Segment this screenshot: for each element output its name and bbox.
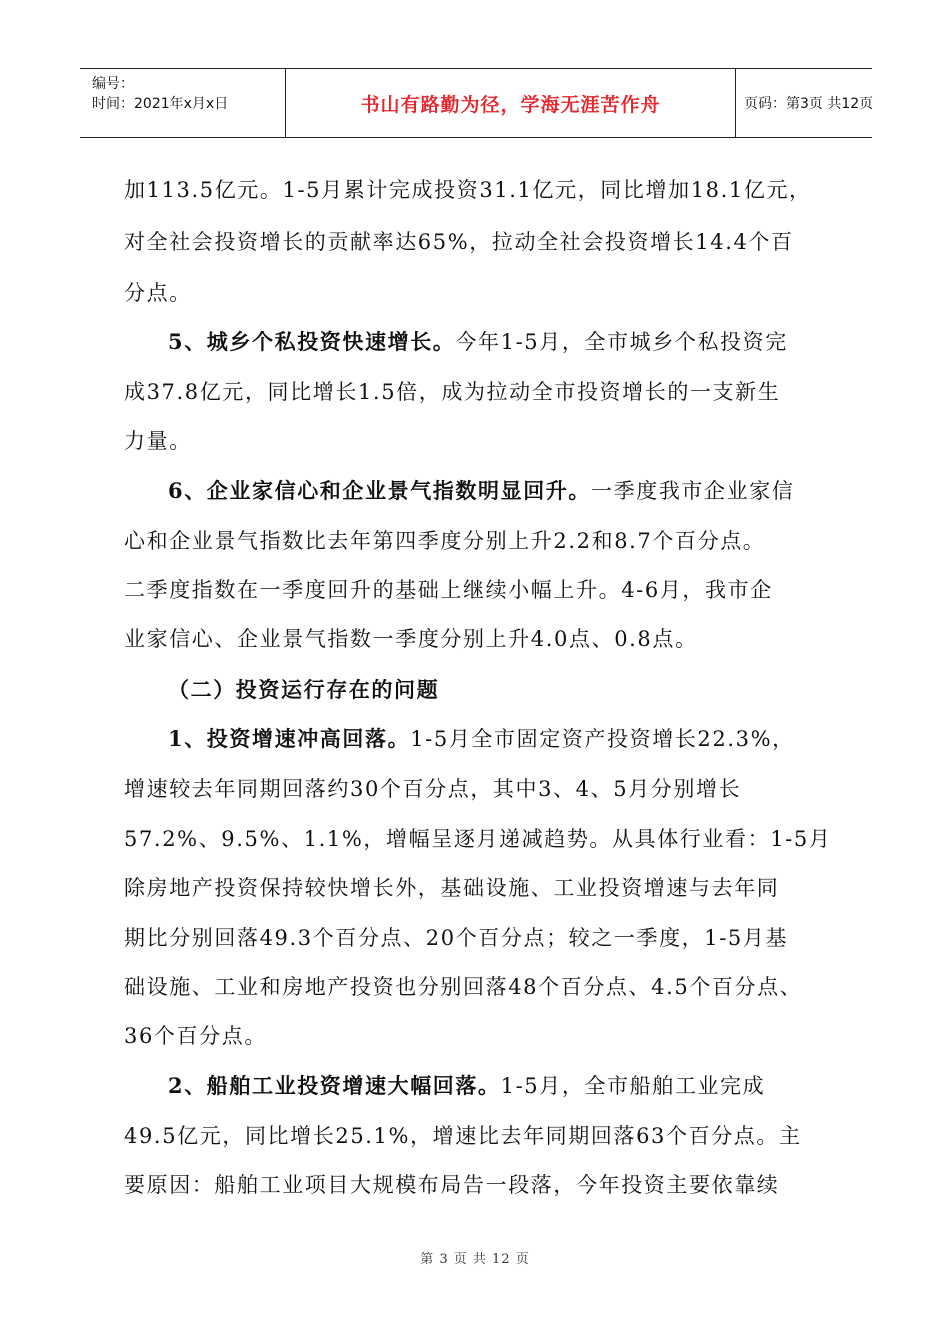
paragraph-line: 二季度指数在一季度回升的基础上继续小幅上升。4-6月，我市企 bbox=[124, 578, 773, 602]
paragraph-first-line bbox=[168, 727, 795, 751]
paragraph-line: 增速较去年同期回落约30个百分点，其中3、4、5月分别增长 bbox=[124, 777, 742, 801]
paragraph-line: 心和企业景气指数比去年第四季度分别上升2.2和8.7个百分点。 bbox=[124, 529, 766, 553]
header-meta-cell bbox=[80, 69, 285, 137]
header-page-info: 页码：第3页 共12页 bbox=[744, 96, 874, 112]
document-header bbox=[80, 68, 872, 138]
header-motto-cell bbox=[285, 69, 736, 137]
paragraph-title: 5、城乡个私投资快速增长。 bbox=[168, 329, 456, 354]
header-page-cell bbox=[736, 69, 872, 137]
paragraph-line: 力量。 bbox=[124, 429, 192, 453]
paragraph-line: 57.2%、9.5%、1.1%，增幅呈逐月递减趋势。从具体行业看：1-5月 bbox=[124, 827, 832, 851]
paragraph-text: 1-5月全市固定资产投资增长22.3%， bbox=[410, 727, 795, 751]
page-footer: 第 3 页 共 12 页 bbox=[420, 1252, 530, 1267]
paragraph-title: 2、船舶工业投资增速大幅回落。 bbox=[168, 1073, 501, 1098]
paragraph-line: 除房地产投资保持较快增长外，基础设施、工业投资增速与去年同 bbox=[124, 876, 780, 900]
paragraph-line: 49.5亿元，同比增长25.1%，增速比去年同期回落63个百分点。主 bbox=[124, 1124, 802, 1148]
paragraph-text: 一季度我市企业家信 bbox=[591, 479, 795, 503]
paragraph-line: 分点。 bbox=[124, 281, 192, 305]
paragraph-line: 期比分别回落49.3个百分点、20个百分点；较之一季度，1-5月基 bbox=[124, 926, 789, 950]
paragraph-first-line bbox=[168, 330, 788, 354]
paragraph-line: 础设施、工业和房地产投资也分别回落48个百分点、4.5个百分点、 bbox=[124, 975, 803, 999]
paragraph-first-line bbox=[168, 479, 794, 503]
paragraph-line: 加113.5亿元。1-5月累计完成投资31.1亿元，同比增加18.1亿元， bbox=[124, 178, 812, 202]
paragraph-line: 对全社会投资增长的贡献率达65%，拉动全社会投资增长14.4个百 bbox=[124, 230, 794, 254]
header-motto: 书山有路勤为径，学海无涯苦作舟 bbox=[360, 93, 661, 116]
paragraph-first-line bbox=[168, 1074, 765, 1098]
paragraph-line: 业家信心、企业景气指数一季度分别上升4.0点、0.8点。 bbox=[124, 627, 698, 651]
paragraph-line: 36个百分点。 bbox=[124, 1024, 267, 1048]
paragraph-title: 1、投资增速冲高回落。 bbox=[168, 726, 411, 751]
paragraph-line: 要原因：船舶工业项目大规模布局告一段落，今年投资主要依靠续 bbox=[124, 1173, 780, 1197]
paragraph-line: 成37.8亿元，同比增长1.5倍，成为拉动全市投资增长的一支新生 bbox=[124, 380, 781, 404]
document-time-label: 时间：2021年x月x日 bbox=[92, 96, 229, 112]
document-number-label: 编号： bbox=[92, 76, 134, 92]
section-heading: （二）投资运行存在的问题 bbox=[168, 677, 440, 702]
paragraph-text: 1-5月，全市船舶工业完成 bbox=[500, 1074, 766, 1098]
paragraph-text: 今年1-5月，全市城乡个私投资完 bbox=[455, 330, 788, 354]
paragraph-title: 6、企业家信心和企业景气指数明显回升。 bbox=[168, 478, 592, 503]
